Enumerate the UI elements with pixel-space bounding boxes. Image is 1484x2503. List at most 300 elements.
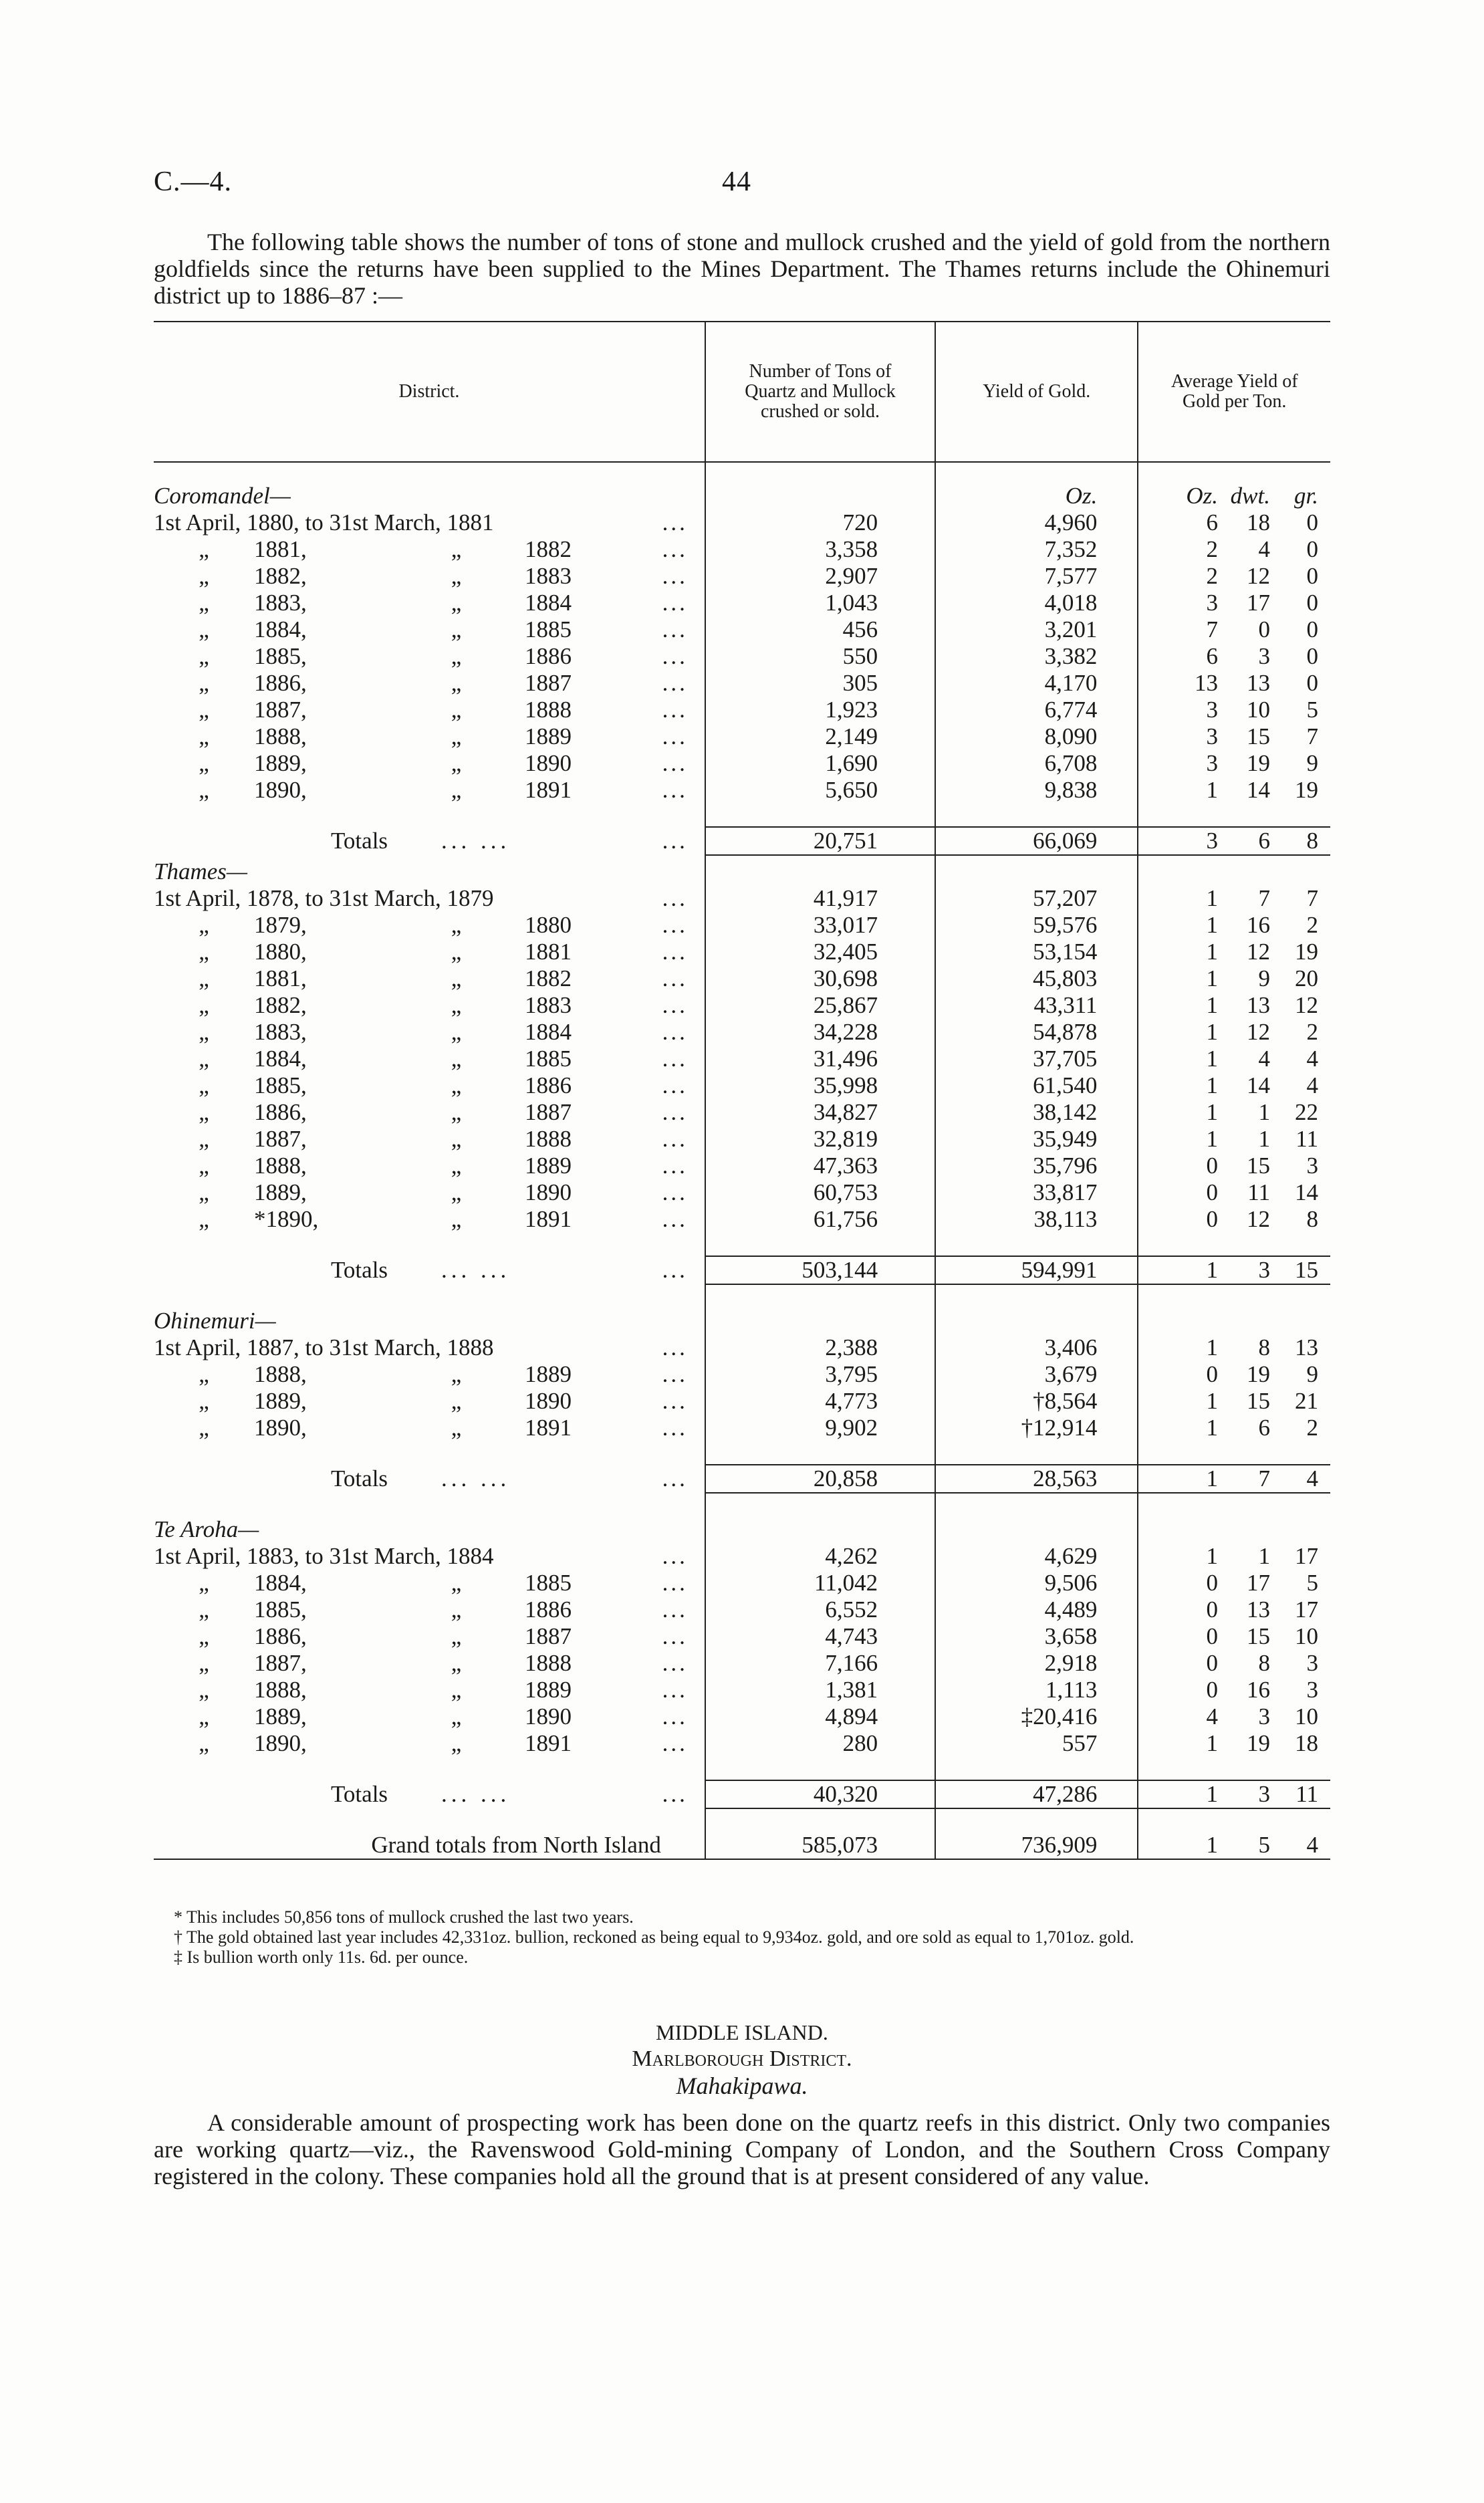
ditto-mark: „ — [451, 1730, 462, 1756]
period-year-to: 1888 — [525, 697, 572, 723]
leader-dots: ... — [662, 912, 688, 938]
yield-cell: 9,838 — [935, 777, 1138, 804]
ditto-mark: „ — [451, 1153, 462, 1179]
ditto-mark: „ — [199, 939, 209, 965]
period-cell — [154, 1623, 705, 1650]
period-from: 1890, — [254, 777, 307, 803]
ditto-mark: „ — [451, 1206, 462, 1232]
spacer-cell — [935, 1808, 1138, 1832]
leader-dots: ... ... — [441, 828, 511, 854]
yield-cell: 6,774 — [935, 697, 1138, 723]
avg-dwt: 0 — [1258, 616, 1270, 642]
period-cell — [154, 509, 705, 536]
spacer-cell — [705, 1233, 935, 1256]
avg-dwt: 12 — [1247, 1019, 1270, 1045]
tons-cell: 32,819 — [705, 1126, 935, 1153]
tons-cell: 1,923 — [705, 697, 935, 723]
average-yield-cell — [1138, 697, 1330, 723]
ditto-mark: „ — [451, 965, 462, 991]
ditto-mark: „ — [199, 590, 209, 616]
header-yield: Yield of Gold. — [935, 322, 1138, 462]
avg-oz: 6 — [1206, 643, 1218, 669]
table-row — [154, 1596, 1330, 1623]
average-yield-cell — [1138, 1650, 1330, 1677]
spacer-cell — [935, 1284, 1138, 1308]
leader-dots: ... — [662, 616, 688, 642]
yield-cell: 37,705 — [935, 1046, 1138, 1072]
period-year-to: 1887 — [525, 1099, 572, 1125]
avg-oz: 1 — [1206, 1334, 1218, 1360]
period-cell — [154, 777, 705, 804]
spacer-row — [154, 1441, 1330, 1465]
avg-dwt: 13 — [1247, 992, 1270, 1018]
yield-cell: 7,352 — [935, 536, 1138, 563]
tons-cell: 33,017 — [705, 912, 935, 939]
yield-cell: 3,658 — [935, 1623, 1138, 1650]
period-cell — [154, 1361, 705, 1388]
avg-oz: 1 — [1206, 1072, 1218, 1098]
period-year-to: 1882 — [525, 965, 572, 991]
table-row — [154, 1072, 1330, 1099]
totals-label: Totals — [331, 1465, 388, 1492]
table-row — [154, 1730, 1330, 1757]
yield-cell: 38,113 — [935, 1206, 1138, 1233]
avg-oz: 1 — [1206, 1019, 1218, 1045]
ditto-mark: „ — [451, 670, 462, 696]
period-year-to: 1890 — [525, 1179, 572, 1205]
period-from: 1886, — [254, 1099, 307, 1125]
avg-dwt: 19 — [1247, 1361, 1270, 1387]
average-yield-cell — [1138, 643, 1330, 670]
totals-row — [154, 1256, 1330, 1284]
tons-cell: 4,773 — [705, 1388, 935, 1415]
period-to: to 31st March, — [305, 509, 441, 535]
period-cell — [154, 1099, 705, 1126]
avg-gr: 17 — [1295, 1596, 1318, 1623]
blank-cell — [1138, 1308, 1330, 1334]
spacer-cell — [154, 1441, 705, 1465]
period-to: to 31st March, — [305, 1334, 441, 1360]
period-to: to 31st March, — [305, 1543, 441, 1569]
header-average: Average Yield of Gold per Ton. — [1138, 322, 1330, 462]
ditto-mark: „ — [451, 590, 462, 616]
period-to: to 31st March, — [305, 885, 441, 911]
table-row — [154, 1623, 1330, 1650]
totals-label-cell — [154, 1465, 705, 1493]
tons-cell: 1,381 — [705, 1677, 935, 1703]
avg-oz: 0 — [1206, 1650, 1218, 1676]
spacer-cell — [705, 462, 935, 483]
period-year-to: 1881 — [447, 509, 494, 535]
ditto-mark: „ — [199, 912, 209, 938]
avg-dwt: 15 — [1247, 1153, 1270, 1179]
period-from: 1885, — [254, 1072, 307, 1098]
units-yield: Oz. — [935, 483, 1138, 509]
avg-oz: 0 — [1206, 1361, 1218, 1387]
avg-oz: 0 — [1206, 1623, 1218, 1649]
leader-dots: ... — [662, 1046, 688, 1072]
yield-cell: 54,878 — [935, 1019, 1138, 1046]
table-row — [154, 616, 1330, 643]
table-row — [154, 1543, 1330, 1570]
period-from: 1884, — [254, 1570, 307, 1596]
avg-dwt: 19 — [1247, 1730, 1270, 1756]
ditto-mark: „ — [199, 1415, 209, 1441]
avg-oz: 2 — [1206, 536, 1218, 562]
spacer-row — [154, 1493, 1330, 1516]
table-row — [154, 1046, 1330, 1072]
period-cell — [154, 1543, 705, 1570]
spacer-cell — [935, 804, 1138, 827]
ditto-mark: „ — [451, 1179, 462, 1205]
avg-gr: 0 — [1306, 616, 1318, 642]
page-number: 44 — [722, 166, 751, 197]
leader-dots: ... — [662, 1099, 688, 1125]
table-row — [154, 1126, 1330, 1153]
period-cell — [154, 1677, 705, 1703]
table-row — [154, 1570, 1330, 1596]
avg-gr: 0 — [1306, 590, 1318, 616]
avg-dwt: 6 — [1258, 1415, 1270, 1441]
blank-cell — [705, 1308, 935, 1334]
avg-oz: 1 — [1206, 1832, 1218, 1858]
period-cell — [154, 1730, 705, 1757]
yield-cell: 4,629 — [935, 1543, 1138, 1570]
avg-oz: 1 — [1206, 1730, 1218, 1756]
period-year-to: 1887 — [525, 670, 572, 696]
tons-cell: 30,698 — [705, 965, 935, 992]
spacer-cell — [935, 1493, 1138, 1516]
leader-dots: ... — [662, 939, 688, 965]
tons-cell: 4,743 — [705, 1623, 935, 1650]
ditto-mark: „ — [451, 912, 462, 938]
avg-dwt: 12 — [1247, 563, 1270, 589]
avg-oz: 3 — [1206, 828, 1218, 854]
spacer-cell — [154, 1233, 705, 1256]
ditto-mark: „ — [199, 1677, 209, 1703]
table-row — [154, 1099, 1330, 1126]
avg-oz: 1 — [1206, 1465, 1218, 1492]
tons-cell: 34,827 — [705, 1099, 935, 1126]
spacer-cell — [154, 462, 705, 483]
average-yield-cell — [1138, 1543, 1330, 1570]
avg-gr: 9 — [1306, 1361, 1318, 1387]
leader-dots: ... — [662, 1126, 688, 1152]
spacer-cell — [154, 1284, 705, 1308]
tons-cell: 4,894 — [705, 1703, 935, 1730]
section-title: Coromandel— — [154, 483, 291, 509]
average-yield-cell — [1138, 1677, 1330, 1703]
tons-cell: 2,388 — [705, 1334, 935, 1361]
avg-dwt: 3 — [1258, 1703, 1270, 1730]
avg-gr: 19 — [1295, 777, 1318, 803]
period-from: 1889, — [254, 1703, 307, 1730]
yield-cell: †8,564 — [935, 1388, 1138, 1415]
leader-dots: ... — [662, 828, 688, 854]
spacer-cell — [1138, 1808, 1330, 1832]
ditto-mark: „ — [199, 1153, 209, 1179]
avg-dwt: 1 — [1258, 1099, 1270, 1125]
avg-gr: 4 — [1306, 1072, 1318, 1098]
table-row — [154, 992, 1330, 1019]
ditto-mark: „ — [199, 670, 209, 696]
avg-oz: 1 — [1206, 1543, 1218, 1569]
leader-dots: ... — [662, 1465, 688, 1492]
leader-dots: ... — [662, 1596, 688, 1623]
period-year-to: 1884 — [525, 1019, 572, 1045]
average-yield-cell — [1138, 509, 1330, 536]
ditto-mark: „ — [451, 1126, 462, 1152]
period-cell — [154, 616, 705, 643]
leader-dots: ... — [662, 1623, 688, 1649]
average-yield-cell — [1138, 1415, 1330, 1441]
tons-cell: 720 — [705, 509, 935, 536]
tons-cell: 4,262 — [705, 1543, 935, 1570]
avg-gr: 7 — [1306, 723, 1318, 749]
tons-cell: 280 — [705, 1730, 935, 1757]
period-cell — [154, 1072, 705, 1099]
ditto-mark: „ — [199, 616, 209, 642]
avg-oz: 3 — [1206, 590, 1218, 616]
period-year-to: 1890 — [525, 750, 572, 776]
avg-gr: 10 — [1295, 1623, 1318, 1649]
period-from: 1879, — [254, 912, 307, 938]
avg-oz: 1 — [1206, 912, 1218, 938]
period-cell — [154, 670, 705, 697]
avg-dwt: 3 — [1258, 1257, 1270, 1283]
ditto-mark: „ — [451, 1596, 462, 1623]
period-from: 1st April, 1887, — [154, 1334, 299, 1360]
ditto-mark: „ — [451, 1415, 462, 1441]
grand-totals-yield: 736,909 — [935, 1832, 1138, 1859]
avg-oz: 1 — [1206, 1781, 1218, 1807]
leader-dots: ... — [662, 590, 688, 616]
yield-cell: 38,142 — [935, 1099, 1138, 1126]
yield-cell: 4,489 — [935, 1596, 1138, 1623]
ditto-mark: „ — [451, 1570, 462, 1596]
tons-cell: 11,042 — [705, 1570, 935, 1596]
ditto-mark: „ — [199, 536, 209, 562]
avg-oz: 6 — [1206, 509, 1218, 535]
table-row — [154, 697, 1330, 723]
leader-dots: ... — [662, 1206, 688, 1232]
leader-dots: ... — [662, 965, 688, 991]
avg-dwt: 13 — [1247, 670, 1270, 696]
blank-cell — [1138, 858, 1330, 885]
leader-dots: ... — [662, 1570, 688, 1596]
period-cell — [154, 563, 705, 590]
period-from: 1886, — [254, 670, 307, 696]
period-from: 1886, — [254, 1623, 307, 1649]
table-row — [154, 777, 1330, 804]
period-from: 1890, — [254, 1730, 307, 1756]
table-row — [154, 1650, 1330, 1677]
totals-label-cell — [154, 1780, 705, 1808]
period-from: 1881, — [254, 965, 307, 991]
leader-dots: ... — [662, 885, 688, 911]
average-yield-cell — [1138, 536, 1330, 563]
avg-dwt: 1 — [1258, 1126, 1270, 1152]
footnote: ‡ Is bullion worth only 11s. 6d. per ounce. — [174, 1947, 469, 1967]
avg-gr: 0 — [1306, 509, 1318, 535]
period-year-to: 1888 — [525, 1126, 572, 1152]
yield-cell: 35,796 — [935, 1153, 1138, 1179]
tons-cell: 47,363 — [705, 1153, 935, 1179]
period-year-to: 1885 — [525, 616, 572, 642]
units-average — [1138, 483, 1330, 509]
section-title-row — [154, 858, 1330, 885]
section-title: Thames— — [154, 858, 248, 884]
blank-cell — [1138, 1516, 1330, 1543]
spacer-row — [154, 1757, 1330, 1780]
avg-oz: 13 — [1195, 670, 1218, 696]
spacer-cell — [1138, 1233, 1330, 1256]
blank-cell — [935, 1516, 1138, 1543]
average-yield-cell — [1138, 1388, 1330, 1415]
ditto-mark: „ — [199, 723, 209, 749]
period-year-to: 1885 — [525, 1046, 572, 1072]
avg-gr: 15 — [1295, 1257, 1318, 1283]
spacer-cell — [154, 804, 705, 827]
table-row — [154, 723, 1330, 750]
table-row — [154, 509, 1330, 536]
unit-dwt: dwt. — [1230, 483, 1270, 509]
period-from: 1884, — [254, 1046, 307, 1072]
unit-gr: gr. — [1294, 483, 1318, 509]
gold-yield-table — [154, 321, 1330, 1860]
period-year-to: 1882 — [525, 536, 572, 562]
yield-cell: 1,113 — [935, 1677, 1138, 1703]
avg-dwt: 9 — [1258, 965, 1270, 991]
avg-oz: 3 — [1206, 750, 1218, 776]
leader-dots: ... — [662, 1257, 688, 1283]
ditto-mark: „ — [199, 1072, 209, 1098]
average-yield-cell — [1138, 885, 1330, 912]
tons-cell: 32,405 — [705, 939, 935, 965]
average-yield-cell — [1138, 1334, 1330, 1361]
tons-cell: 9,902 — [705, 1415, 935, 1441]
avg-oz: 1 — [1206, 1388, 1218, 1414]
ditto-mark: „ — [451, 992, 462, 1018]
period-from: 1888, — [254, 723, 307, 749]
ditto-mark: „ — [451, 1046, 462, 1072]
tons-cell: 3,358 — [705, 536, 935, 563]
avg-gr: 22 — [1295, 1099, 1318, 1125]
table-row — [154, 912, 1330, 939]
spacer-cell — [705, 1441, 935, 1465]
ditto-mark: „ — [199, 643, 209, 669]
spacer-cell — [705, 1757, 935, 1780]
avg-dwt: 14 — [1247, 777, 1270, 803]
avg-oz: 1 — [1206, 992, 1218, 1018]
period-year-to: 1884 — [447, 1543, 494, 1569]
ditto-mark: „ — [199, 777, 209, 803]
period-year-to: 1891 — [525, 1206, 572, 1232]
period-from: 1885, — [254, 643, 307, 669]
ditto-mark: „ — [451, 1388, 462, 1414]
yield-cell: 3,679 — [935, 1361, 1138, 1388]
avg-gr: 14 — [1295, 1179, 1318, 1205]
totals-tons: 503,144 — [705, 1256, 935, 1284]
period-from: 1st April, 1883, — [154, 1543, 299, 1569]
average-yield-cell — [1138, 590, 1330, 616]
avg-oz: 0 — [1206, 1596, 1218, 1623]
leader-dots: ... — [662, 1781, 688, 1807]
leader-dots: ... — [662, 1730, 688, 1756]
ditto-mark: „ — [451, 536, 462, 562]
average-yield-cell — [1138, 1099, 1330, 1126]
yield-cell: 3,201 — [935, 616, 1138, 643]
spacer-cell — [705, 804, 935, 827]
period-cell — [154, 1415, 705, 1441]
avg-gr: 0 — [1306, 536, 1318, 562]
tons-cell: 7,166 — [705, 1650, 935, 1677]
avg-dwt: 8 — [1258, 1650, 1270, 1676]
footnotes — [154, 1907, 1330, 1968]
leader-dots: ... ... — [441, 1257, 511, 1283]
period-cell — [154, 912, 705, 939]
avg-gr: 2 — [1306, 1415, 1318, 1441]
period-cell — [154, 1179, 705, 1206]
avg-dwt: 18 — [1247, 509, 1270, 535]
avg-gr: 0 — [1306, 670, 1318, 696]
table-row — [154, 750, 1330, 777]
ditto-mark: „ — [451, 616, 462, 642]
ditto-mark: „ — [451, 563, 462, 589]
leader-dots: ... — [662, 992, 688, 1018]
section-title-row — [154, 1308, 1330, 1334]
spacer-cell — [1138, 1493, 1330, 1516]
average-yield-cell — [1138, 1361, 1330, 1388]
leader-dots: ... — [662, 1650, 688, 1676]
average-yield-cell — [1138, 1046, 1330, 1072]
avg-oz: 2 — [1206, 563, 1218, 589]
period-year-to: 1881 — [525, 939, 572, 965]
avg-oz: 0 — [1206, 1570, 1218, 1596]
totals-yield: 594,991 — [935, 1256, 1138, 1284]
ditto-mark: „ — [199, 1623, 209, 1649]
period-from: 1883, — [254, 1019, 307, 1045]
average-yield-cell — [1138, 750, 1330, 777]
yield-cell: 57,207 — [935, 885, 1138, 912]
period-from: 1885, — [254, 1596, 307, 1623]
period-year-to: 1891 — [525, 777, 572, 803]
average-yield-cell — [1138, 1256, 1330, 1284]
totals-label-cell — [154, 1256, 705, 1284]
average-yield-cell — [1138, 965, 1330, 992]
period-from: 1st April, 1878, — [154, 885, 299, 911]
avg-dwt: 15 — [1247, 723, 1270, 749]
period-from: 1882, — [254, 563, 307, 589]
yield-cell: 6,708 — [935, 750, 1138, 777]
header-tons: Number of Tons of Quartz and Mullock crushed or sold. — [705, 322, 935, 462]
yield-cell: 61,540 — [935, 1072, 1138, 1099]
avg-dwt: 3 — [1258, 643, 1270, 669]
avg-gr: 12 — [1295, 992, 1318, 1018]
tons-cell: 456 — [705, 616, 935, 643]
ditto-mark: „ — [199, 1019, 209, 1045]
leader-dots: ... — [662, 670, 688, 696]
avg-dwt: 4 — [1258, 536, 1270, 562]
totals-label: Totals — [331, 1781, 388, 1807]
avg-dwt: 5 — [1258, 1832, 1270, 1858]
period-cell — [154, 1019, 705, 1046]
avg-gr: 3 — [1306, 1650, 1318, 1676]
unit-oz: Oz. — [1186, 483, 1218, 509]
table-row — [154, 1388, 1330, 1415]
ditto-mark: „ — [199, 563, 209, 589]
period-cell — [154, 1570, 705, 1596]
